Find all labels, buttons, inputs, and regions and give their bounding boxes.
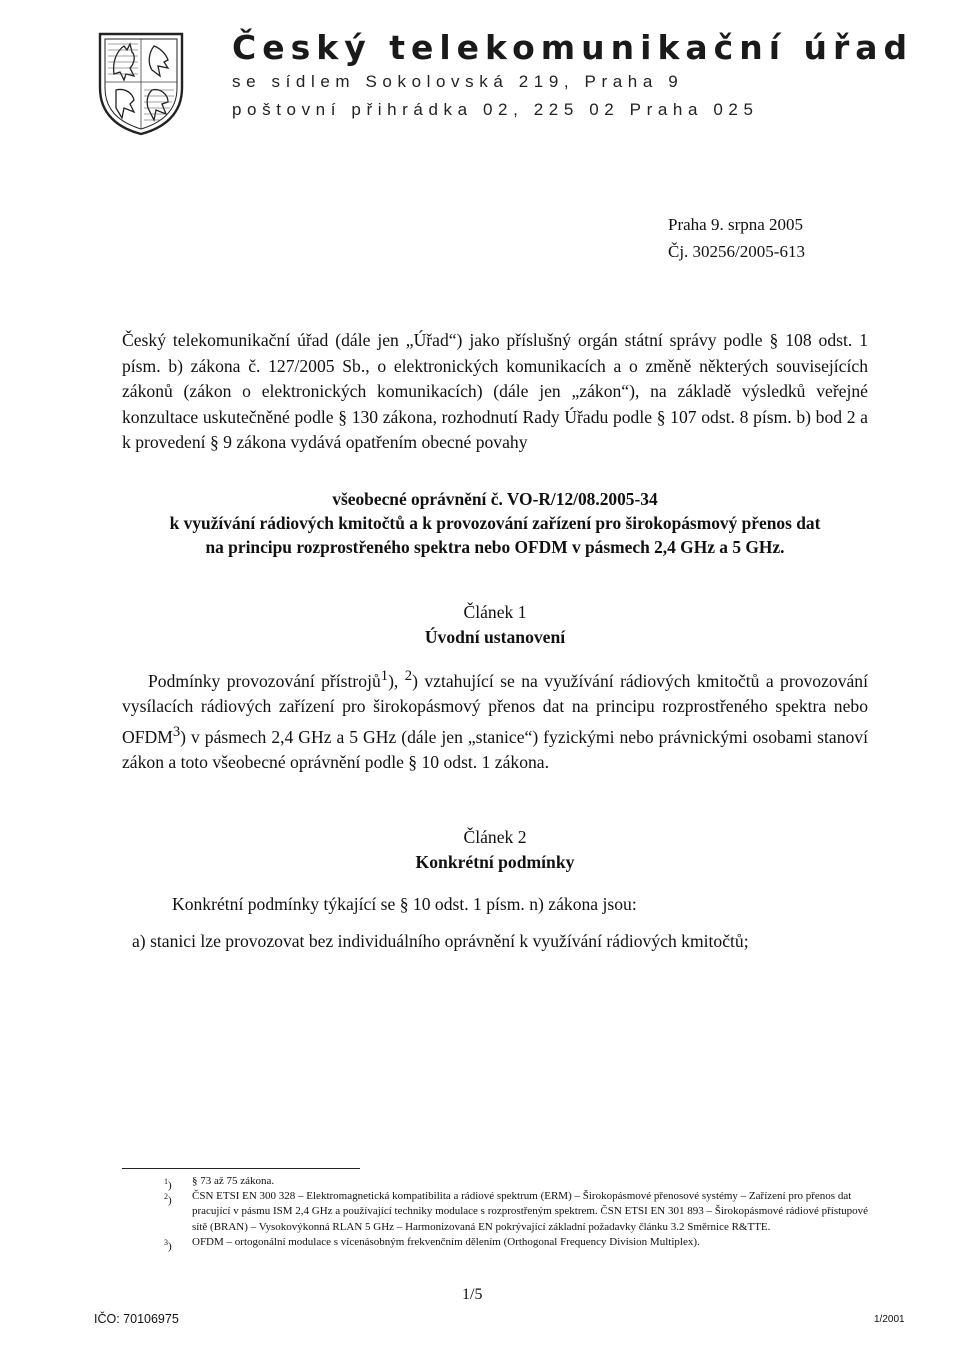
subject-line-2: k využívání rádiových kmitočtů a k provozování zařízení pro širokopásmový přenos dat — [169, 513, 821, 533]
article-1-name: Úvodní ustanovení — [424, 627, 566, 647]
footnote-2: $^2$) ČSN ETSI EN 300 328 – Elektromagnetická kompatibilita a rádiové spektrum (ERM) – Širokopásmové přenosové systémy – Zařízení pro přenos dat pracující v pásmu ISM 2,4 GHz a používající techniky modulace s rozprostřeným spektrem. ČSN ETSI EN 301 893 – Širokopásmové rádiové přístupové sítě (BRAN) – Vysokovýkonná RLAN 5 GHz – Harmonizovaná EN pokrývající základní požadavky článku 3.2 Směrnice R&TTE. — [164, 1190, 869, 1233]
footnote-1: $^1$) § 73 až 75 zákona. — [164, 1175, 275, 1192]
authority-address: se sídlem Sokolovská 219, Praha 9 — [232, 72, 684, 91]
footnote-ref-1: 1 — [380, 668, 389, 684]
footnote-ref-3: 3 — [172, 723, 181, 740]
authority-postbox: poštovní přihrádka 02, 225 02 Praha 025 — [232, 100, 759, 119]
footnote-ref-2: 2 — [404, 668, 413, 684]
article-2-number: Článek 2 — [463, 827, 527, 847]
authority-name: Český telekomunikační úřad — [232, 28, 914, 67]
footnote-mark: 1 — [164, 1177, 168, 1186]
footnote-mark: 2 — [164, 1192, 168, 1202]
article-2-heading — [122, 825, 868, 875]
company-id: IČO: 70106975 — [94, 1312, 179, 1326]
footnote-mark: 3 — [164, 1237, 168, 1247]
footnote-text: OFDM – ortogonální modulace s vícenásobným frekvenčním dělením (Orthogonal Frequency Division Multiplex). — [192, 1235, 700, 1248]
article-2-name: Konkrétní podmínky — [415, 852, 575, 872]
article-2-text: Konkrétní podmínky týkající se § 10 odst. 1 písm. n) zákona jsou: — [172, 894, 637, 914]
footnote-text: § 73 až 75 zákona. — [192, 1175, 275, 1187]
article-1-number: Článek 1 — [463, 602, 527, 622]
footnote-divider — [122, 1168, 360, 1169]
article-1-heading — [122, 600, 868, 650]
article-1-text — [122, 664, 868, 776]
coat-of-arms-icon — [94, 30, 188, 136]
page-number: 1/5 — [462, 1286, 483, 1303]
intro-paragraph: Český telekomunikační úřad (dále jen „Úřad“) jako příslušný orgán státní správy podle § 108 odst. 1 písm. b) zákona č. 127/2005 Sb., o elektronických komunikacích a o změně některých souvisejících zákonů (zákon o elektronických komunikacích) (dále jen „zákon“), na základě výsledků veřejné konzultace uskutečněné podle § 130 zákona, rozhodnutí Rady Úřadu podle § 107 odst. 8 písm. b) bod 2 a k provedení § 9 zákona vydává opatřením obecné povahy — [122, 330, 868, 452]
document-subject — [60, 487, 930, 559]
article-1-text-b: ), — [388, 670, 405, 691]
subject-line-1: všeobecné oprávnění č. VO-R/12/08.2005-34 — [332, 489, 658, 509]
footnote-3: $^3$) OFDM – ortogonální modulace s vícenásobným frekvenčním dělením (Orthogonal Frequency Division Multiplex). — [164, 1235, 700, 1253]
article-1-text-c: ) vztahující se na využívání rádiových kmitočtů a provozování vysílacích rádiových zařízení pro širokopásmový přenos dat na principu rozprostřeného spektra nebo OFDM — [122, 670, 868, 747]
subject-line-3: na principu rozprostřeného spektra nebo OFDM v pásmech 2,4 GHz a 5 GHz. — [205, 537, 785, 557]
article-1-text-d: ) v pásmech 2,4 GHz a 5 GHz (dále jen „stanice“) fyzickými nebo právnickými osobami stanoví zákon a toto všeobecné oprávnění podle § 10 odst. 1 zákona. — [122, 726, 868, 773]
place-date: Praha 9. srpna 2005 — [668, 215, 804, 234]
reference-number: Čj. 30256/2005-613 — [668, 242, 805, 261]
footnotes — [164, 1174, 870, 1253]
article-2-item-a: a) stanici lze provozovat bez individuálního oprávnění k využívání rádiových kmitočtů; — [132, 931, 749, 951]
dateline — [668, 211, 805, 265]
form-number: 1/2001 — [874, 1314, 905, 1325]
footnote-text: ČSN ETSI EN 300 328 – Elektromagnetická kompatibilita a rádiové spektrum (ERM) – Širokopásmové přenosové systémy – Zařízení pro přenos dat pracující v pásmu ISM 2,4 GHz a používající techniky modulace s rozprostřeným spektrem. ČSN ETSI EN 301 893 – Širokopásmové rádiové přístupové sítě (BRAN) – Vysokovýkonná RLAN 5 GHz – Harmonizovaná EN pokrývající základní požadavky článku 3.2 Směrnice R&TTE. — [192, 1190, 869, 1233]
article-1-text-a: Podmínky provozování přístrojů — [148, 670, 381, 691]
